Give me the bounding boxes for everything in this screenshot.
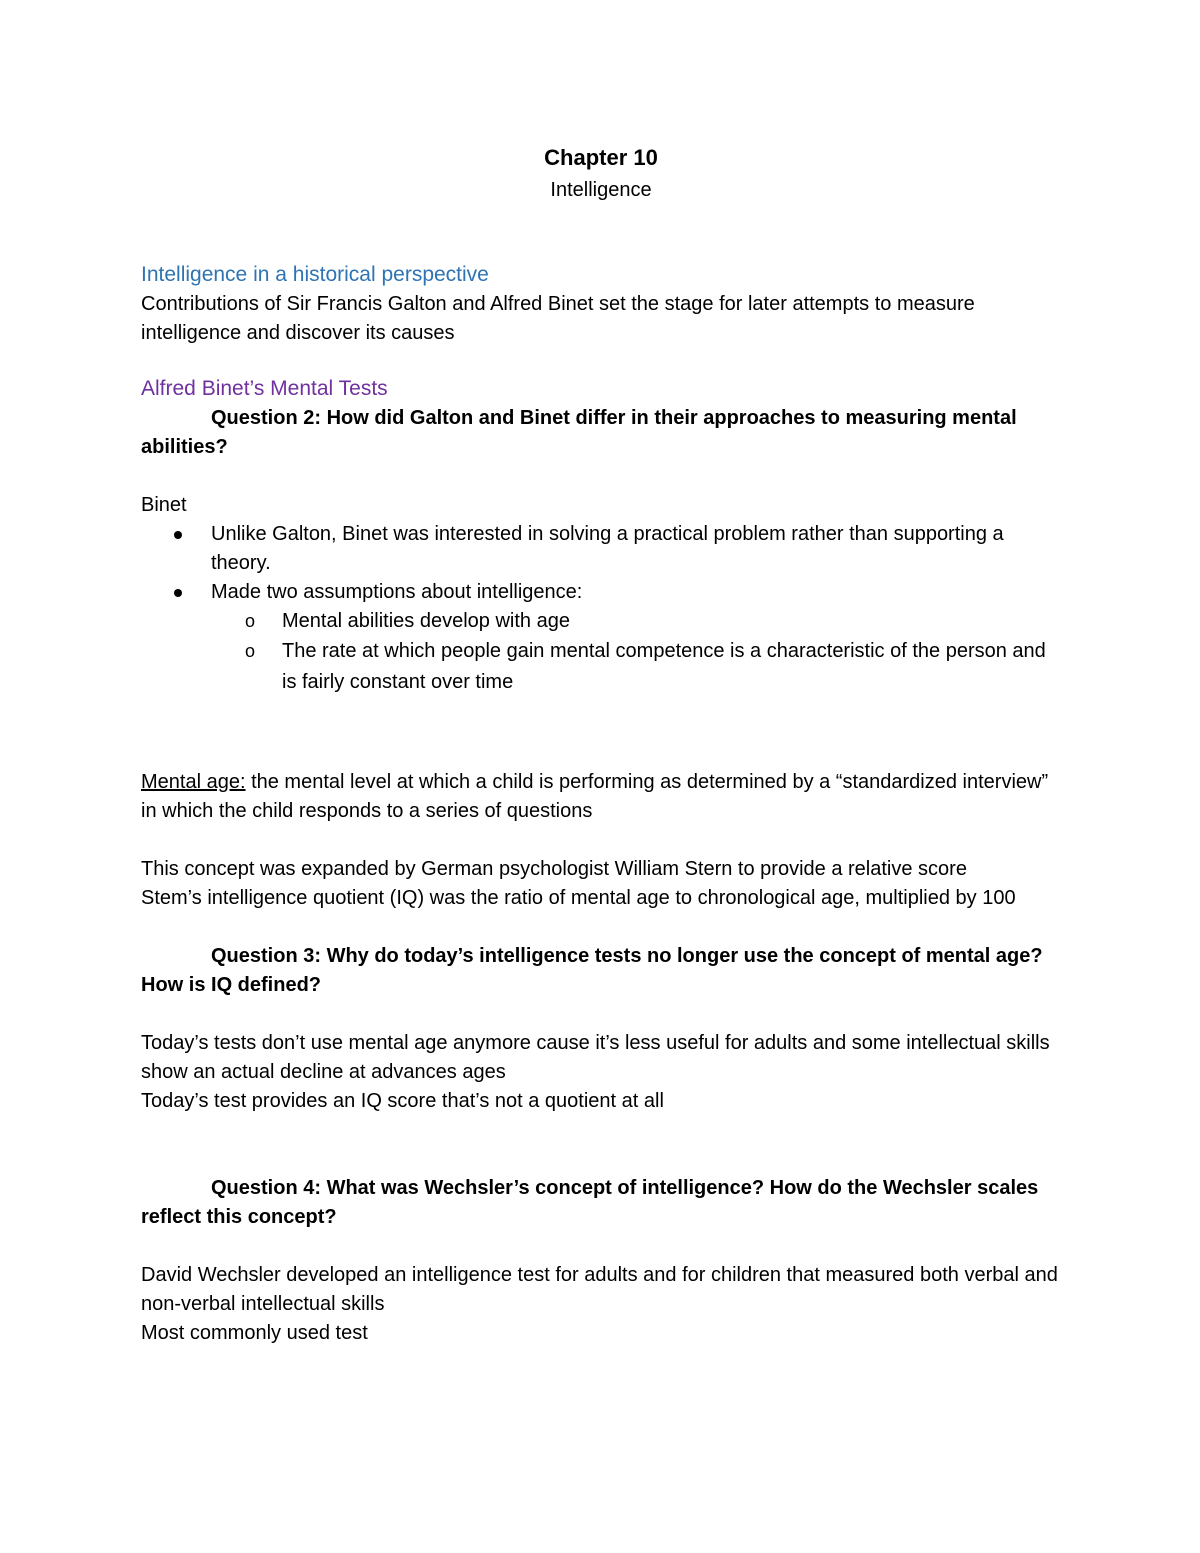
spacer — [141, 1000, 1061, 1029]
spacer — [141, 462, 1061, 491]
sub-bullet-text: Mental abilities develop with age — [282, 610, 570, 632]
binet-bullet-list — [141, 520, 1061, 698]
mental-age-definition — [141, 768, 1061, 826]
mental-age-term: Mental age: — [141, 771, 246, 793]
spacer — [141, 698, 1061, 768]
binet-label: Binet — [141, 494, 187, 516]
spacer — [141, 913, 1061, 942]
bullet-icon — [174, 531, 182, 539]
sub-bullet-text: The rate at which people gain mental competence is a characteristic of the person and is fairly constant over time — [282, 640, 1046, 693]
question-4-answer-1: David Wechsler developed an intelligence test for adults and for children that measured both verbal and non-verbal intellectual skills — [141, 1264, 1058, 1315]
chapter-title: Chapter 10 — [544, 145, 658, 170]
mental-age-text: the mental level at which a child is performing as determined by a “standardized interview” in which the child responds to a series of questions — [141, 771, 1049, 822]
bullet-text: Made two assumptions about intelligence: — [211, 581, 583, 603]
question-3-answer-1: Today’s tests don’t use mental age anymore cause it’s less useful for adults and some intellectual skills show an actual decline at advances ages — [141, 1032, 1050, 1083]
question-3-answer-2: Today’s test provides an IQ score that’s not a quotient at all — [141, 1090, 664, 1112]
bullet-text: Unlike Galton, Binet was interested in solving a practical problem rather than supporting a theory. — [211, 523, 1004, 574]
section-heading-binet: Alfred Binet’s Mental Tests — [141, 377, 388, 400]
assumption-sub-list — [211, 607, 1061, 698]
document-page — [141, 140, 1061, 1348]
question-3: Question 3: Why do today’s intelligence tests no longer use the concept of mental age? How is IQ defined? — [141, 945, 1043, 996]
spacer — [141, 1116, 1061, 1174]
section-heading-historical: Intelligence in a historical perspective — [141, 263, 489, 286]
spacer — [141, 1232, 1061, 1261]
circle-bullet-icon: o — [245, 641, 256, 661]
bullet-icon — [174, 589, 182, 597]
stern-paragraph-line1: This concept was expanded by German psychologist William Stern to provide a relative score — [141, 858, 967, 880]
chapter-subtitle: Intelligence — [550, 179, 652, 201]
question-2: Question 2: How did Galton and Binet differ in their approaches to measuring mental abilities? — [141, 407, 1017, 458]
list-item — [211, 520, 1061, 578]
spacer — [141, 826, 1061, 855]
section-body-historical: Contributions of Sir Francis Galton and Alfred Binet set the stage for later attempts to measure intelligence and discover its causes — [141, 293, 975, 344]
list-item — [245, 636, 1061, 698]
circle-bullet-icon: o — [245, 611, 256, 631]
stern-paragraph-line2: Stem’s intelligence quotient (IQ) was the ratio of mental age to chronological age, multiplied by 100 — [141, 887, 1016, 909]
question-4-answer-2: Most commonly used test — [141, 1322, 368, 1344]
list-item — [245, 607, 1061, 636]
question-4: Question 4: What was Wechsler’s concept of intelligence? How do the Wechsler scales reflect this concept? — [141, 1177, 1039, 1228]
list-item — [211, 578, 1061, 698]
